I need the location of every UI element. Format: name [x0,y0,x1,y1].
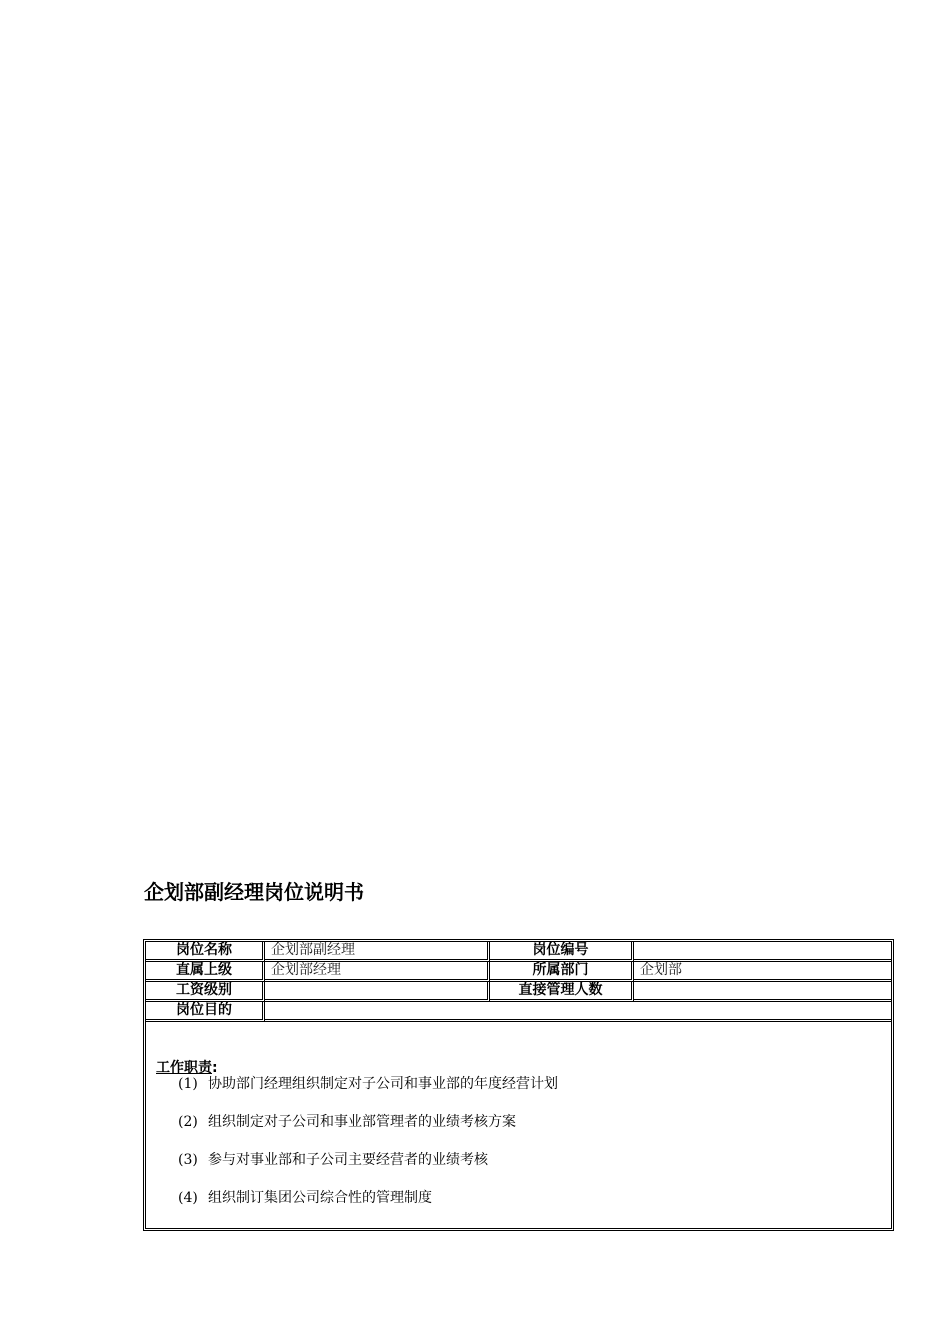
duty-text: 组织制定对子公司和事业部管理者的业绩考核方案 [208,1114,516,1130]
duty-text: 组织制订集团公司综合性的管理制度 [208,1190,432,1206]
duty-number: (1) [178,1076,198,1092]
direct-reports-value [634,982,891,1002]
duties-heading-colon: : [212,1060,218,1076]
direct-reports-label: 直接管理人数 [490,982,634,1002]
duty-text: 参与对事业部和子公司主要经营者的业绩考核 [208,1152,488,1168]
duty-text: 协助部门经理组织制定对子公司和事业部的年度经营计划 [208,1076,558,1092]
duty-number: (4) [178,1190,198,1206]
duty-number: (2) [178,1114,198,1130]
table-row [146,1002,891,1022]
department-value: 企划部 [634,962,891,982]
list-item [178,1149,488,1169]
position-code-label: 岗位编号 [490,942,634,962]
job-description-table [143,939,894,1231]
table-row [146,982,891,1002]
document-title: 企划部副经理岗位说明书 [144,880,364,904]
position-code-value [634,942,891,962]
salary-grade-value [265,982,490,1002]
table-row [146,942,891,962]
list-item [178,1111,516,1131]
direct-superior-value: 企划部经理 [265,962,490,982]
position-name-label: 岗位名称 [146,942,265,962]
table-row [146,962,891,982]
direct-superior-label: 直属上级 [146,962,265,982]
salary-grade-label: 工资级别 [146,982,265,1002]
position-purpose-label: 岗位目的 [146,1002,265,1022]
duty-number: (3) [178,1152,198,1168]
list-item [178,1187,432,1207]
info-table [146,942,891,1022]
position-name-value: 企划部副经理 [265,942,490,962]
duties-heading-text: 工作职责 [156,1060,212,1076]
department-label: 所属部门 [490,962,634,982]
position-purpose-value [265,1002,891,1022]
list-item [178,1073,558,1093]
